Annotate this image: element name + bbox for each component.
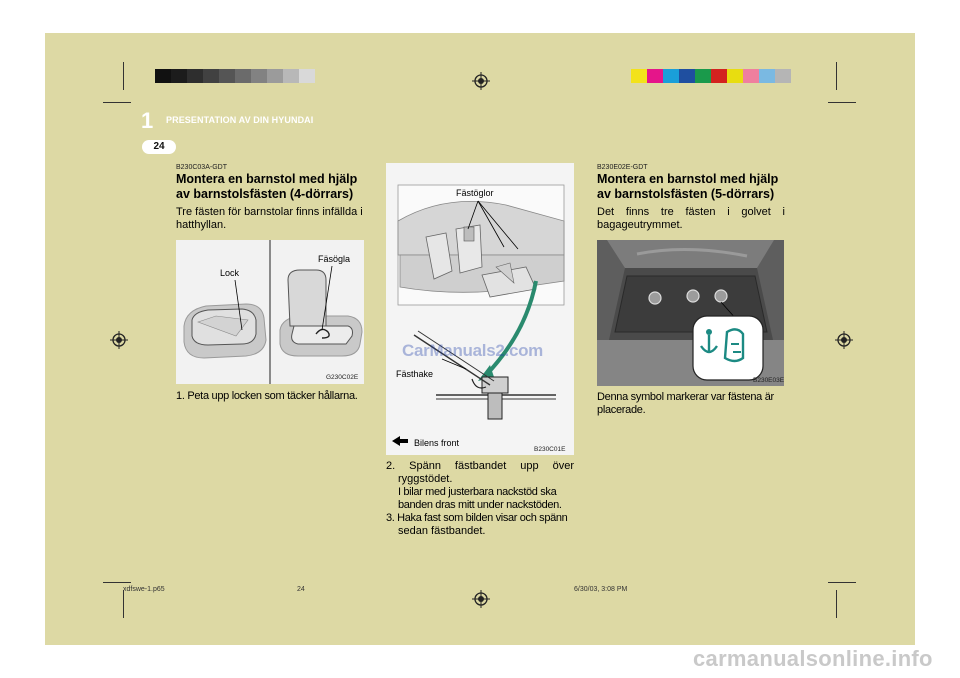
color-swatch (663, 69, 679, 83)
section-code: B230C03A-GDT (176, 164, 227, 171)
step-3-line-1: 3. Haka fast som bilden visar och spänn (386, 512, 568, 524)
registration-mark-icon (472, 72, 490, 90)
section-body: Tre fästen för barnstolar finns infällda i hatthyllan. (176, 206, 363, 231)
color-swatch (187, 69, 203, 83)
registration-mark-icon (110, 331, 128, 349)
front-label: Bilens front (414, 438, 460, 448)
footer-timestamp: 6/30/03, 3:08 PM (574, 586, 628, 593)
hook-label: Fästhake (396, 369, 434, 379)
step-1: 1. Peta upp locken som täcker hållarna. (176, 390, 358, 402)
step-2-line-2: ryggstödet. (398, 473, 453, 485)
eyes-label: Fästöglor (456, 188, 494, 198)
color-swatch (251, 69, 267, 83)
footer-page: 24 (297, 586, 305, 593)
color-swatch (631, 69, 647, 83)
page-number: 24 (142, 140, 176, 154)
figure-code: B230C01E (534, 446, 566, 453)
figure-code: G230C02E (326, 374, 359, 381)
color-swatch (647, 69, 663, 83)
grayscale-bar (155, 69, 315, 83)
front-arrow-icon (392, 436, 408, 446)
anchor-lock-figure (176, 240, 364, 384)
section-code: B230E02E-GDT (597, 164, 648, 171)
color-swatch (727, 69, 743, 83)
color-swatch (759, 69, 775, 83)
figure-code: B230E03E (753, 377, 784, 384)
chapter-title: PRESENTATION AV DIN HYUNDAI (166, 115, 314, 125)
luggage-figure (597, 240, 784, 386)
step-3-line-2: sedan fästbandet. (398, 525, 486, 537)
color-swatch (203, 69, 219, 83)
chapter-number: 1 (141, 108, 154, 133)
color-swatch (219, 69, 235, 83)
color-swatch (775, 69, 791, 83)
lock-label: Lock (220, 268, 240, 278)
step-2-line-3: I bilar med justerbara nackstöd ska banden dras mitt under nackstöden. (398, 486, 562, 511)
color-swatch (695, 69, 711, 83)
color-swatch (679, 69, 695, 83)
section-title: Montera en barnstol med hjälp av barnstolsfästen (4-dörrars) (176, 172, 358, 201)
color-swatch (711, 69, 727, 83)
color-swatch (171, 69, 187, 83)
footer-file: xdfswe-1.p65 (123, 586, 165, 593)
step-2-line-1: 2. Spänn fästbandet upp över (386, 460, 574, 472)
watermark: CarManuals2.com (402, 341, 543, 360)
section-body: Det finns tre fästen i golvet i bagageutrymmet. (597, 206, 785, 231)
color-swatch (283, 69, 299, 83)
luggage-illustration (597, 240, 784, 386)
registration-mark-icon (835, 331, 853, 349)
site-watermark: carmanualsonline.info (693, 646, 933, 671)
eye-label: Fäsögla (318, 254, 351, 264)
color-swatch (235, 69, 251, 83)
section-title: Montera en barnstol med hjälp av barnstolsfästen (5-dörrars) (597, 172, 779, 201)
color-swatch (267, 69, 283, 83)
color-swatch (743, 69, 759, 83)
color-swatch (155, 69, 171, 83)
figure-caption: Denna symbol markerar var fästena är placerade. (597, 391, 774, 416)
color-swatch (299, 69, 315, 83)
color-bar (631, 69, 791, 83)
tether-figure (386, 163, 574, 455)
tether-illustration (386, 163, 574, 455)
registration-mark-icon (472, 590, 490, 608)
